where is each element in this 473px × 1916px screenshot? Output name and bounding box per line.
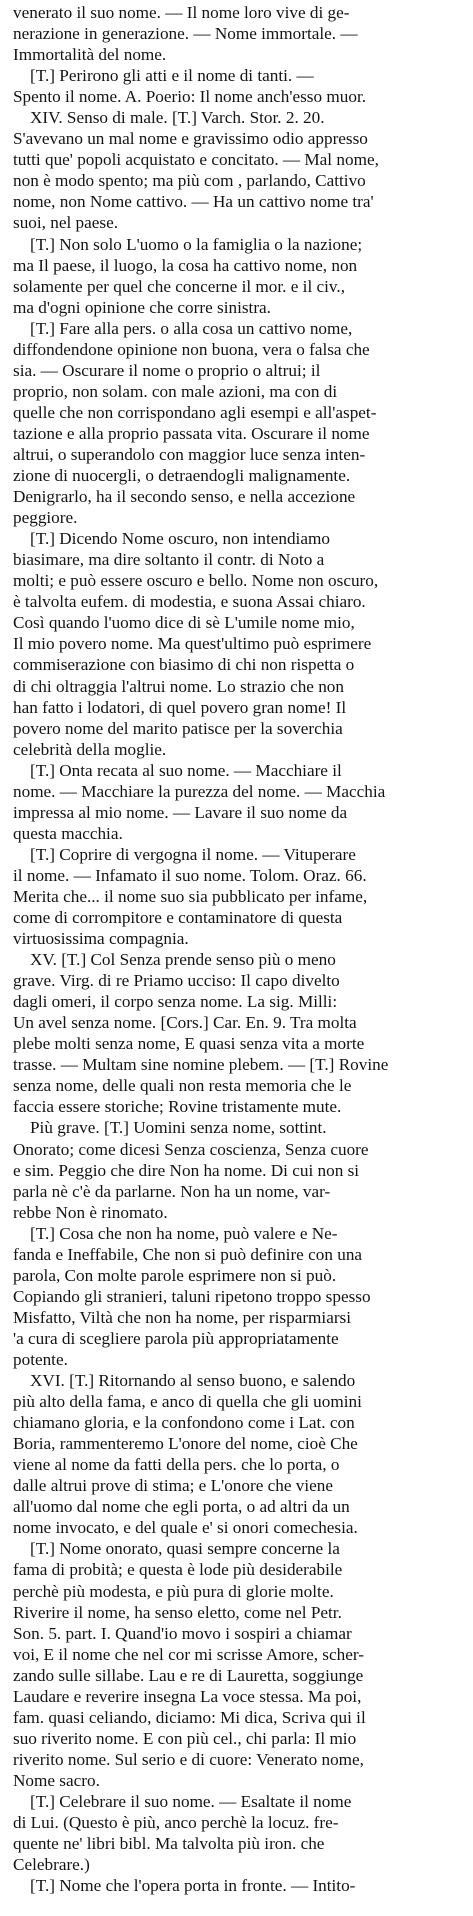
text-line: Onorato; come dicesi Senza coscienza, Senza cuore [13, 1139, 369, 1159]
text-line: virtuosissima compagnia. [13, 929, 189, 949]
text-line: Un avel senza nome. [Cors.] Car. En. 9. Tra molta [13, 1013, 357, 1033]
text-line: fanda e Ineffabile, Che non si può definire con una [13, 1244, 363, 1264]
text-line: tazione e alla proprio passata vita. Oscurare il nome [13, 423, 370, 443]
text-line: più alto della fama, e anco di quella che gli uomini [13, 1392, 362, 1412]
text-line: impressa al mio nome. — Lavare il suo nome da [13, 802, 348, 822]
text-line: peggiore. [13, 508, 78, 528]
text-line: è talvolta eufem. di modestia, e suona Assai chiaro. [13, 592, 366, 612]
text-line: povero nome del marito patisce per la soverchia [13, 718, 343, 738]
text-line: senza nome, delle quali non resta memoria che le [13, 1076, 352, 1096]
text-column [13, 2, 466, 1896]
text-line: quente ne' libri bibl. Ma talvolta più iron. che [13, 1834, 325, 1854]
text-line: voi, E il nome che nel cor mi scrisse Amore, scher- [13, 1644, 364, 1664]
text-line: XVI. [T.] Ritornando al senso buono, e salendo [30, 1371, 356, 1391]
text-line: ma d'ogni opinione che corre sinistra. [13, 297, 271, 317]
text-line: sia. — Oscurare il nome o proprio o altrui; il [13, 360, 321, 380]
entry-paragraph [13, 1538, 466, 1791]
text-line: Così quando l'uomo dice di sè L'umile nome mio, [13, 613, 355, 633]
text-line: han fatto i lodatori, di quel povero gran nome! Il [13, 697, 347, 717]
text-line: [T.] Fare alla pers. o alla cosa un cattivo nome, [30, 318, 353, 338]
text-line: questa macchia. [13, 823, 123, 843]
text-line: tutti que' popoli acquistato e concitato. — Mal nome, [13, 150, 379, 170]
entry-paragraph [13, 2, 466, 65]
text-line: suoi, nel paese. [13, 213, 119, 233]
text-line: fama di probità; e questa è lode più desiderabile [13, 1560, 343, 1580]
text-line: trasse. — Multam sine nomine plebem. — [T.] Rovine [13, 1055, 389, 1075]
text-line: zione di nuocergli, o detraendogli malignamente. [13, 466, 351, 486]
text-line: perchè più modesta, e più pura di glorie molte. [13, 1581, 334, 1601]
text-line: [T.] Coprire di vergogna il nome. — Vituperare [30, 844, 356, 864]
text-line: parola, Con molte parole esprimere non si può. [13, 1265, 337, 1285]
text-line: Son. 5. part. I. Quand'io movo i sospiri a chiamar [13, 1623, 352, 1643]
text-line: proprio, non solam. con male azioni, ma con di [13, 381, 338, 401]
text-line: ma Il paese, il luogo, la cosa ha cattivo nome, non [13, 255, 358, 275]
entry-paragraph [13, 234, 466, 318]
text-line: XV. [T.] Col Senza prende senso più o meno [30, 950, 336, 970]
entry-paragraph [13, 1370, 466, 1538]
entry-paragraph [13, 528, 466, 760]
text-line: e sim. Peggio che dire Non ha nome. Di cui non si [13, 1160, 360, 1180]
entry-paragraph [13, 949, 466, 1117]
text-line: venerato il suo nome. — Il nome loro vive di ge- [13, 3, 350, 22]
entry-paragraph [13, 760, 466, 844]
text-line: Merita che... il nome suo sia pubblicato per infame, [13, 886, 368, 906]
text-line: [T.] Dicendo Nome oscuro, non intendiamo [30, 529, 330, 549]
text-line: [T.] Non solo L'uomo o la famiglia o la nazione; [30, 234, 363, 254]
text-line: S'avevano un mal nome e gravissimo odio appresso [13, 129, 368, 149]
text-line: grave. Virg. di re Priamo ucciso: Il capo divelto [13, 971, 340, 991]
text-line: parla nè c'è da parlarne. Non ha un nome, var- [13, 1181, 331, 1201]
text-line: plebe molti senza nome, E quasi senza vita a morte [13, 1034, 365, 1054]
text-line: nome. — Macchiare la purezza del nome. — Macchia [13, 781, 386, 801]
entry-paragraph [13, 65, 466, 107]
text-line: biasimare, ma dire soltanto il contr. di Noto a [13, 550, 325, 570]
text-line: viene al nome da fatti della pers. che lo porta, o [13, 1455, 340, 1475]
text-line: Nome sacro. [13, 1770, 100, 1790]
text-line: rebbe Non è rinomato. [13, 1202, 168, 1222]
entry-paragraph [13, 1791, 466, 1875]
text-line: come di corrompitore e contaminatore di questa [13, 908, 343, 928]
text-line: dagli omeri, il corpo senza nome. La sig. Milli: [13, 992, 338, 1012]
text-line: [T.] Perirono gli atti e il nome di tanti. — [30, 66, 314, 86]
entry-paragraph [13, 1223, 466, 1370]
entry-paragraph [13, 1875, 466, 1896]
text-line: [T.] Celebrare il suo nome. — Esaltate il nome [30, 1791, 352, 1811]
text-line: XIV. Senso di male. [T.] Varch. Stor. 2. 20. [30, 108, 325, 128]
text-line: di Lui. (Questo è più, anco perchè la locuz. fre- [13, 1813, 339, 1833]
text-line: molti; e può essere oscuro e bello. Nome non oscuro, [13, 571, 379, 591]
entry-paragraph [13, 1117, 466, 1222]
text-line: Copiando gli stranieri, taluni ripetono troppo spesso [13, 1286, 371, 1306]
entry-paragraph [13, 107, 466, 233]
text-line: riverito nome. Sul serio e di cuore: Venerato nome, [13, 1749, 364, 1769]
text-line: Laudare e reverire insegna La voce stessa. Ma poi, [13, 1686, 362, 1706]
text-line: chiamano gloria, e la confondono come i Lat. con [13, 1413, 355, 1433]
text-line: celebrità della moglie. [13, 739, 167, 759]
text-line: nome invocato, e del quale e' si onori comechesia. [13, 1518, 358, 1538]
text-line: diffondendone opinione non buona, vera o falsa che [13, 339, 370, 359]
text-line: Denigrarlo, ha il secondo senso, e nella accezione [13, 487, 356, 507]
text-line: quelle che non corrispondano agli esempi e all'aspet- [13, 402, 377, 422]
text-line: Celebrare.) [13, 1855, 90, 1875]
text-line: il nome. — Infamato il suo nome. Tolom. Oraz. 66. [13, 865, 367, 885]
text-line: Riverire il nome, ha senso eletto, come nel Petr. [13, 1602, 342, 1622]
text-line: zando sulle sillabe. Lau e re di Lauretta, soggiunge [13, 1665, 364, 1685]
text-line: 'a cura di scegliere parola più appropriatamente [13, 1328, 339, 1348]
text-line: solamente per quel che concerne il mor. e il civ., [13, 276, 345, 296]
text-line: [T.] Cosa che non ha nome, può valere e Ne- [30, 1223, 338, 1243]
text-line: all'uomo dal nome che egli porta, o ad altri da un [13, 1497, 350, 1517]
text-line: [T.] Nome onorato, quasi sempre concerne la [30, 1539, 340, 1559]
text-line: Spento il nome. A. Poerio: Il nome anch'esso muor. [13, 87, 367, 107]
text-line: nerazione in generazione. — Nome immortale. — [13, 24, 358, 44]
text-line: commiserazione con biasimo di chi non rispetta o [13, 655, 355, 675]
text-line: [T.] Nome che l'opera porta in fronte. — Intito- [30, 1876, 356, 1896]
text-line: Immortalità del nome. [13, 45, 167, 65]
text-line: faccia essere storiche; Rovine tristamente mute. [13, 1097, 342, 1117]
text-line: Boria, rammenteremo L'onore del nome, cioè Che [13, 1434, 358, 1454]
text-line: Misfatto, Viltà che non ha nome, per risparmiarsi [13, 1307, 352, 1327]
text-line: Più grave. [T.] Uomini senza nome, sottint. [30, 1118, 327, 1138]
text-line: nome, non Nome cattivo. — Ha un cattivo nome tra' [13, 192, 374, 212]
entry-paragraph [13, 844, 466, 949]
text-line: dalle altrui prove di stima; e L'onore che viene [13, 1476, 333, 1496]
text-line: Il mio povero nome. Ma quest'ultimo può esprimere [13, 634, 372, 654]
text-line: fam. quasi celiando, diciamo: Mi dica, Scriva qui il [13, 1707, 366, 1727]
text-line: non è modo spento; ma più com , parlando, Cattivo [13, 171, 366, 191]
text-line: potente. [13, 1350, 68, 1369]
text-line: [T.] Onta recata al suo nome. — Macchiare il [30, 760, 342, 780]
text-line: suo riverito nome. E con più cel., chi parla: Il mio [13, 1728, 357, 1748]
text-line: di chi oltraggia l'altrui nome. Lo strazio che non [13, 676, 344, 696]
text-line: altrui, o superandolo con maggior luce senza inten- [13, 444, 366, 464]
entry-paragraph [13, 318, 466, 528]
